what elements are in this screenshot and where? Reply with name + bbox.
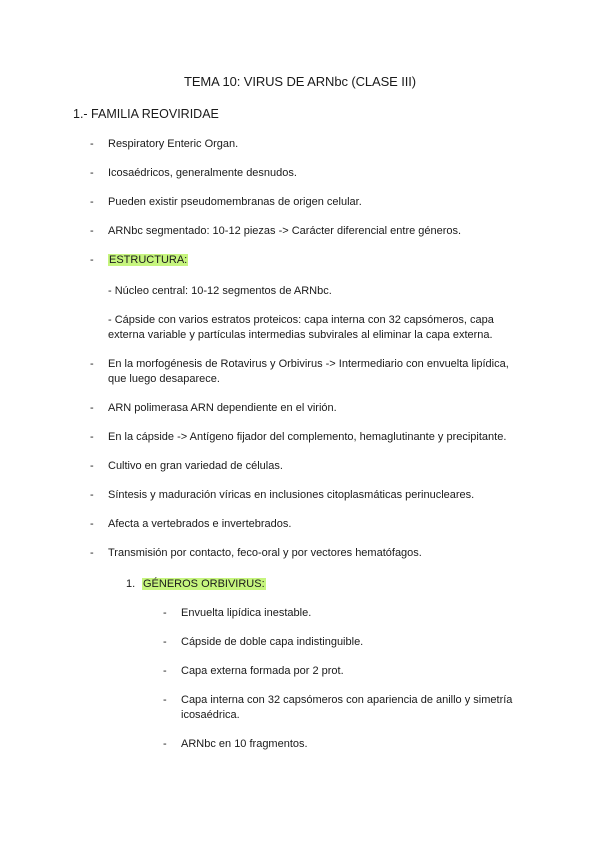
list-item-text — [108, 253, 528, 268]
highlighted-heading: GÉNEROS ORBIVIRUS: — [143, 578, 265, 590]
list-item-text: ARNbc segmentado: 10-12 piezas -> Carácter diferencial entre géneros. — [108, 225, 462, 237]
list-item-text: Respiratory Enteric Organ. — [108, 138, 239, 150]
list-item-text: Transmisión por contacto, feco-oral y por vectores hematófagos. — [108, 547, 422, 559]
bullet-dash: - — [163, 636, 167, 648]
list-item-text: En la cápside -> Antígeno fijador del complemento, hemaglutinante y precipitante. — [108, 431, 507, 443]
list-item-text: Capa interna con 32 capsómeros con apariencia de anillo y simetría icosaédrica. — [181, 694, 513, 721]
bullet-dash: - — [90, 402, 94, 414]
bullet-dash: - — [90, 196, 94, 208]
list-item-text: En la morfogénesis de Rotavirus y Orbivirus -> Intermediario con envuelta lipídica, que luego desaparece. — [108, 358, 509, 385]
bullet-dash: - — [90, 254, 94, 266]
list-item-text: Envuelta lipídica inestable. — [181, 607, 312, 619]
bullet-dash: - — [90, 518, 94, 530]
bullet-dash: - — [90, 460, 94, 472]
bullet-dash: - — [163, 694, 167, 706]
list-item-text: ARNbc en 10 fragmentos. — [181, 738, 308, 750]
list-item-text: ARN polimerasa ARN dependiente en el virión. — [108, 402, 337, 414]
bullet-dash: - — [90, 489, 94, 501]
estructura-sub-item: - Núcleo central: 10-12 segmentos de ARNbc. — [108, 285, 332, 297]
list-item-text: Pueden existir pseudomembranas de origen celular. — [108, 196, 362, 208]
list-item-text: Afecta a vertebrados e invertebrados. — [108, 518, 292, 530]
document-title: TEMA 10: VIRUS DE ARNbc (CLASE III) — [183, 74, 416, 89]
numbered-heading-text — [142, 577, 266, 592]
section-heading: 1.- FAMILIA REOVIRIDAE — [73, 107, 219, 121]
bullet-dash: - — [90, 358, 94, 370]
bullet-dash: - — [90, 225, 94, 237]
list-number: 1. — [126, 578, 136, 590]
estructura-sub-item: - Cápside con varios estratos proteicos: capa interna con 32 capsómeros, capa externa variable y partículas intermedias subvirales al eliminar la capa externa. — [108, 314, 494, 341]
bullet-dash: - — [163, 607, 167, 619]
list-item-text: Capa externa formada por 2 prot. — [181, 665, 344, 677]
list-item-text: Icosaédricos, generalmente desnudos. — [108, 167, 297, 179]
bullet-dash: - — [90, 547, 94, 559]
bullet-dash: - — [90, 138, 94, 150]
list-item-text: Cultivo en gran variedad de células. — [108, 460, 283, 472]
highlighted-heading: ESTRUCTURA: — [109, 254, 188, 266]
bullet-dash: - — [90, 431, 94, 443]
list-item-text: Síntesis y maduración víricas en inclusiones citoplasmáticas perinucleares. — [108, 489, 475, 501]
bullet-dash: - — [163, 738, 167, 750]
list-item-text: Cápside de doble capa indistinguible. — [181, 636, 364, 648]
bullet-dash: - — [163, 665, 167, 677]
bullet-dash: - — [90, 167, 94, 179]
